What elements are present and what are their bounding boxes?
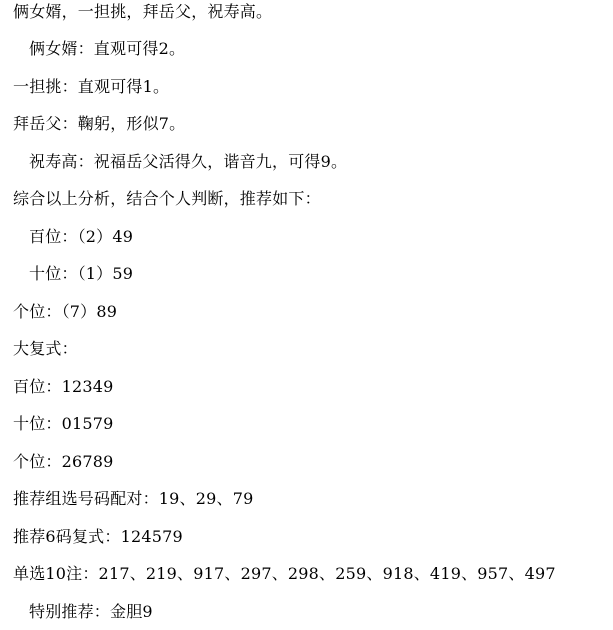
big-combo-hundreds: 百位：12349: [13, 377, 114, 396]
analysis-line-hundreds-clue: 俩女婿：直观可得2。: [29, 39, 186, 58]
six-code-combo-line: 推荐6码复式：124579: [13, 527, 183, 546]
special-recommendation-line: 特别推荐：金胆9: [29, 602, 153, 621]
analysis-line-tens-clue: 一担挑：直观可得1。: [13, 77, 170, 96]
intro-verse-line: 俩女婿，一担挑，拜岳父，祝寿高。: [13, 2, 273, 21]
big-combo-units: 个位：26789: [13, 452, 114, 471]
summary-heading: 综合以上分析，结合个人判断，推荐如下：: [13, 189, 321, 208]
recommend-hundreds: 百位：（2）49: [29, 227, 134, 246]
big-combo-heading: 大复式：: [13, 339, 78, 358]
single-picks-line: 单选10注：217、219、917、297、298、259、918、419、957、497: [13, 564, 556, 583]
recommend-units: 个位：（7）89: [13, 302, 118, 321]
big-combo-tens: 十位：01579: [13, 414, 114, 433]
recommend-tens: 十位：（1）59: [29, 264, 134, 283]
analysis-line-units-clue: 拜岳父：鞠躬，形似7。: [13, 114, 186, 133]
group-pairs-line: 推荐组选号码配对：19、29、79: [13, 489, 254, 508]
analysis-line-longevity-clue: 祝寿高：祝福岳父活得久，谐音九，可得9。: [29, 152, 348, 171]
